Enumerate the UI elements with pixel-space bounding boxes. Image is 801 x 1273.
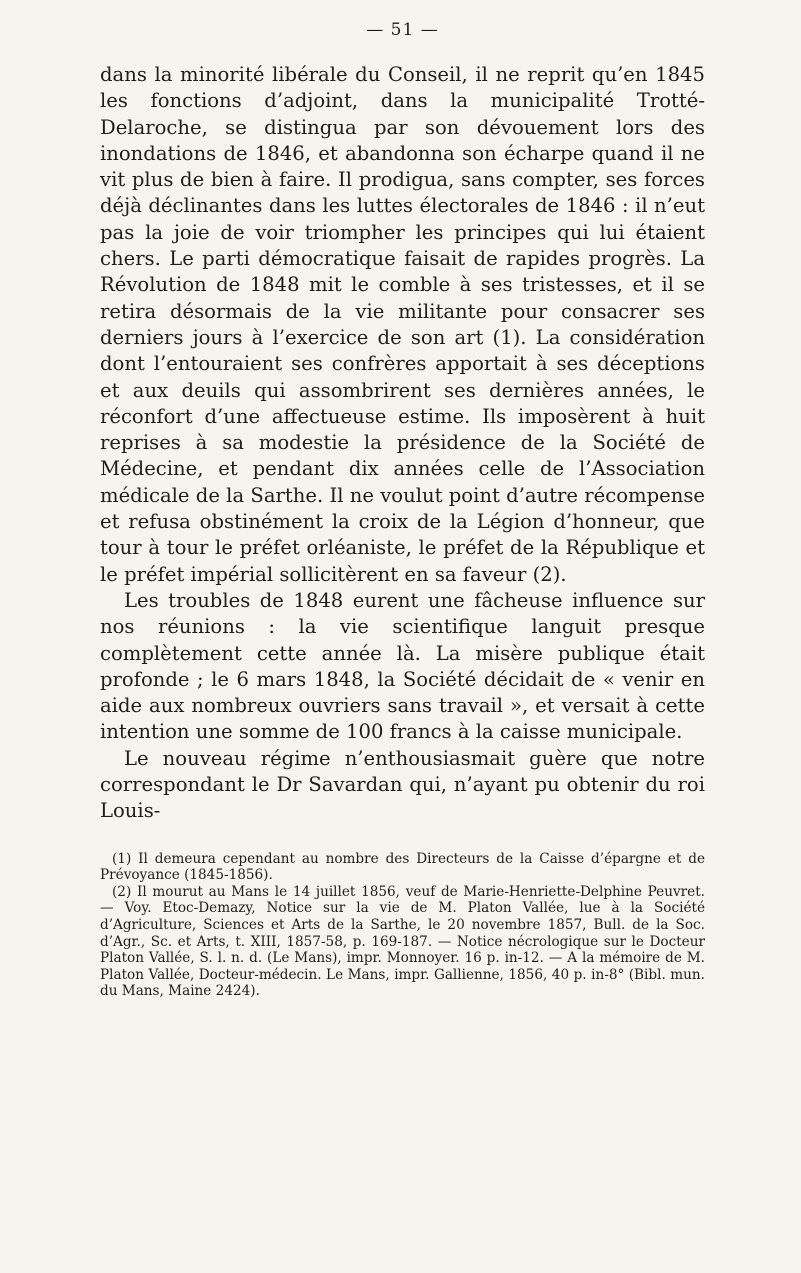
paragraph: Le nouveau régime n’enthousiasmait guère que notre correspondant le Dr Savardan qui, n’ayant pu obtenir du roi Louis-	[100, 746, 705, 823]
page-number: — 51 —	[366, 20, 439, 40]
paragraph: dans la minorité libérale du Conseil, il ne reprit qu’en 1845 les fonctions d’adjoint, dans la municipalité Trotté-Delaroche, se distingua par son dévouement lors des inondations de 1846, et abandonna son écharpe quand il ne vit plus de bien à faire. Il prodigua, sans compter, ses forces déjà déclinantes dans les luttes électorales de 1846 : il n’eut pas la joie de voir triompher les principes qui lui étaient chers. Le parti démocratique faisait de rapides progrès. La Révolution de 1848 mit le comble à ses tristesses, et il se retira désormais de la vie militante pour consacrer ses derniers jours à l’exercice de son art (1). La considération dont l’entouraient ses confrères apportait à ses déceptions et aux deuils qui assombrirent ses dernières années, le réconfort d’une affectueuse estime. Ils imposèrent à huit reprises à sa modestie la présidence de la Société de Médecine, et pendant dix années celle de l’Association médicale de la Sarthe. Il ne voulut point d’autre récompense et refusa obstinément la croix de la Légion d’honneur, que tour à tour le préfet orléaniste, le préfet de la République et le préfet impérial sollicitèrent en sa faveur (2).	[100, 63, 705, 586]
paragraph: Les troubles de 1848 eurent une fâcheuse influence sur nos réunions : la vie scientifique languit presque complètement cette année là. La misère publique était profonde ; le 6 mars 1848, la Société décidait de « venir en aide aux nombreux ouvriers sans travail », et versait à cette intention une somme de 100 francs à la caisse municipale.	[100, 588, 705, 744]
footnote: (1) Il demeura cependant au nombre des Directeurs de la Caisse d’épargne et de Prévoyance (1845-1856).	[100, 850, 705, 884]
footnotes	[100, 851, 705, 1000]
body-text	[100, 62, 705, 825]
footnote: (2) Il mourut au Mans le 14 juillet 1856, veuf de Marie-Henriette-Delphine Peuvret. — Voy. Etoc-Demazy, Notice sur la vie de M. Platon Vallée, lue à la Société d’Agriculture, Sciences et Arts de la Sarthe, le 20 novembre 1857, Bull. de la Soc. d’Agr., Sc. et Arts, t. XIII, 1857-58, p. 169-187. — Notice nécrologique sur le Docteur Platon Vallée, S. l. n. d. (Le Mans), impr. Monnoyer. 16 p. in-12. — A la mémoire de M. Platon Vallée, Docteur-médecin. Le Mans, impr. Gallienne, 1856, 40 p. in-8° (Bibl. mun. du Mans, Maine 2424).	[100, 883, 705, 1000]
